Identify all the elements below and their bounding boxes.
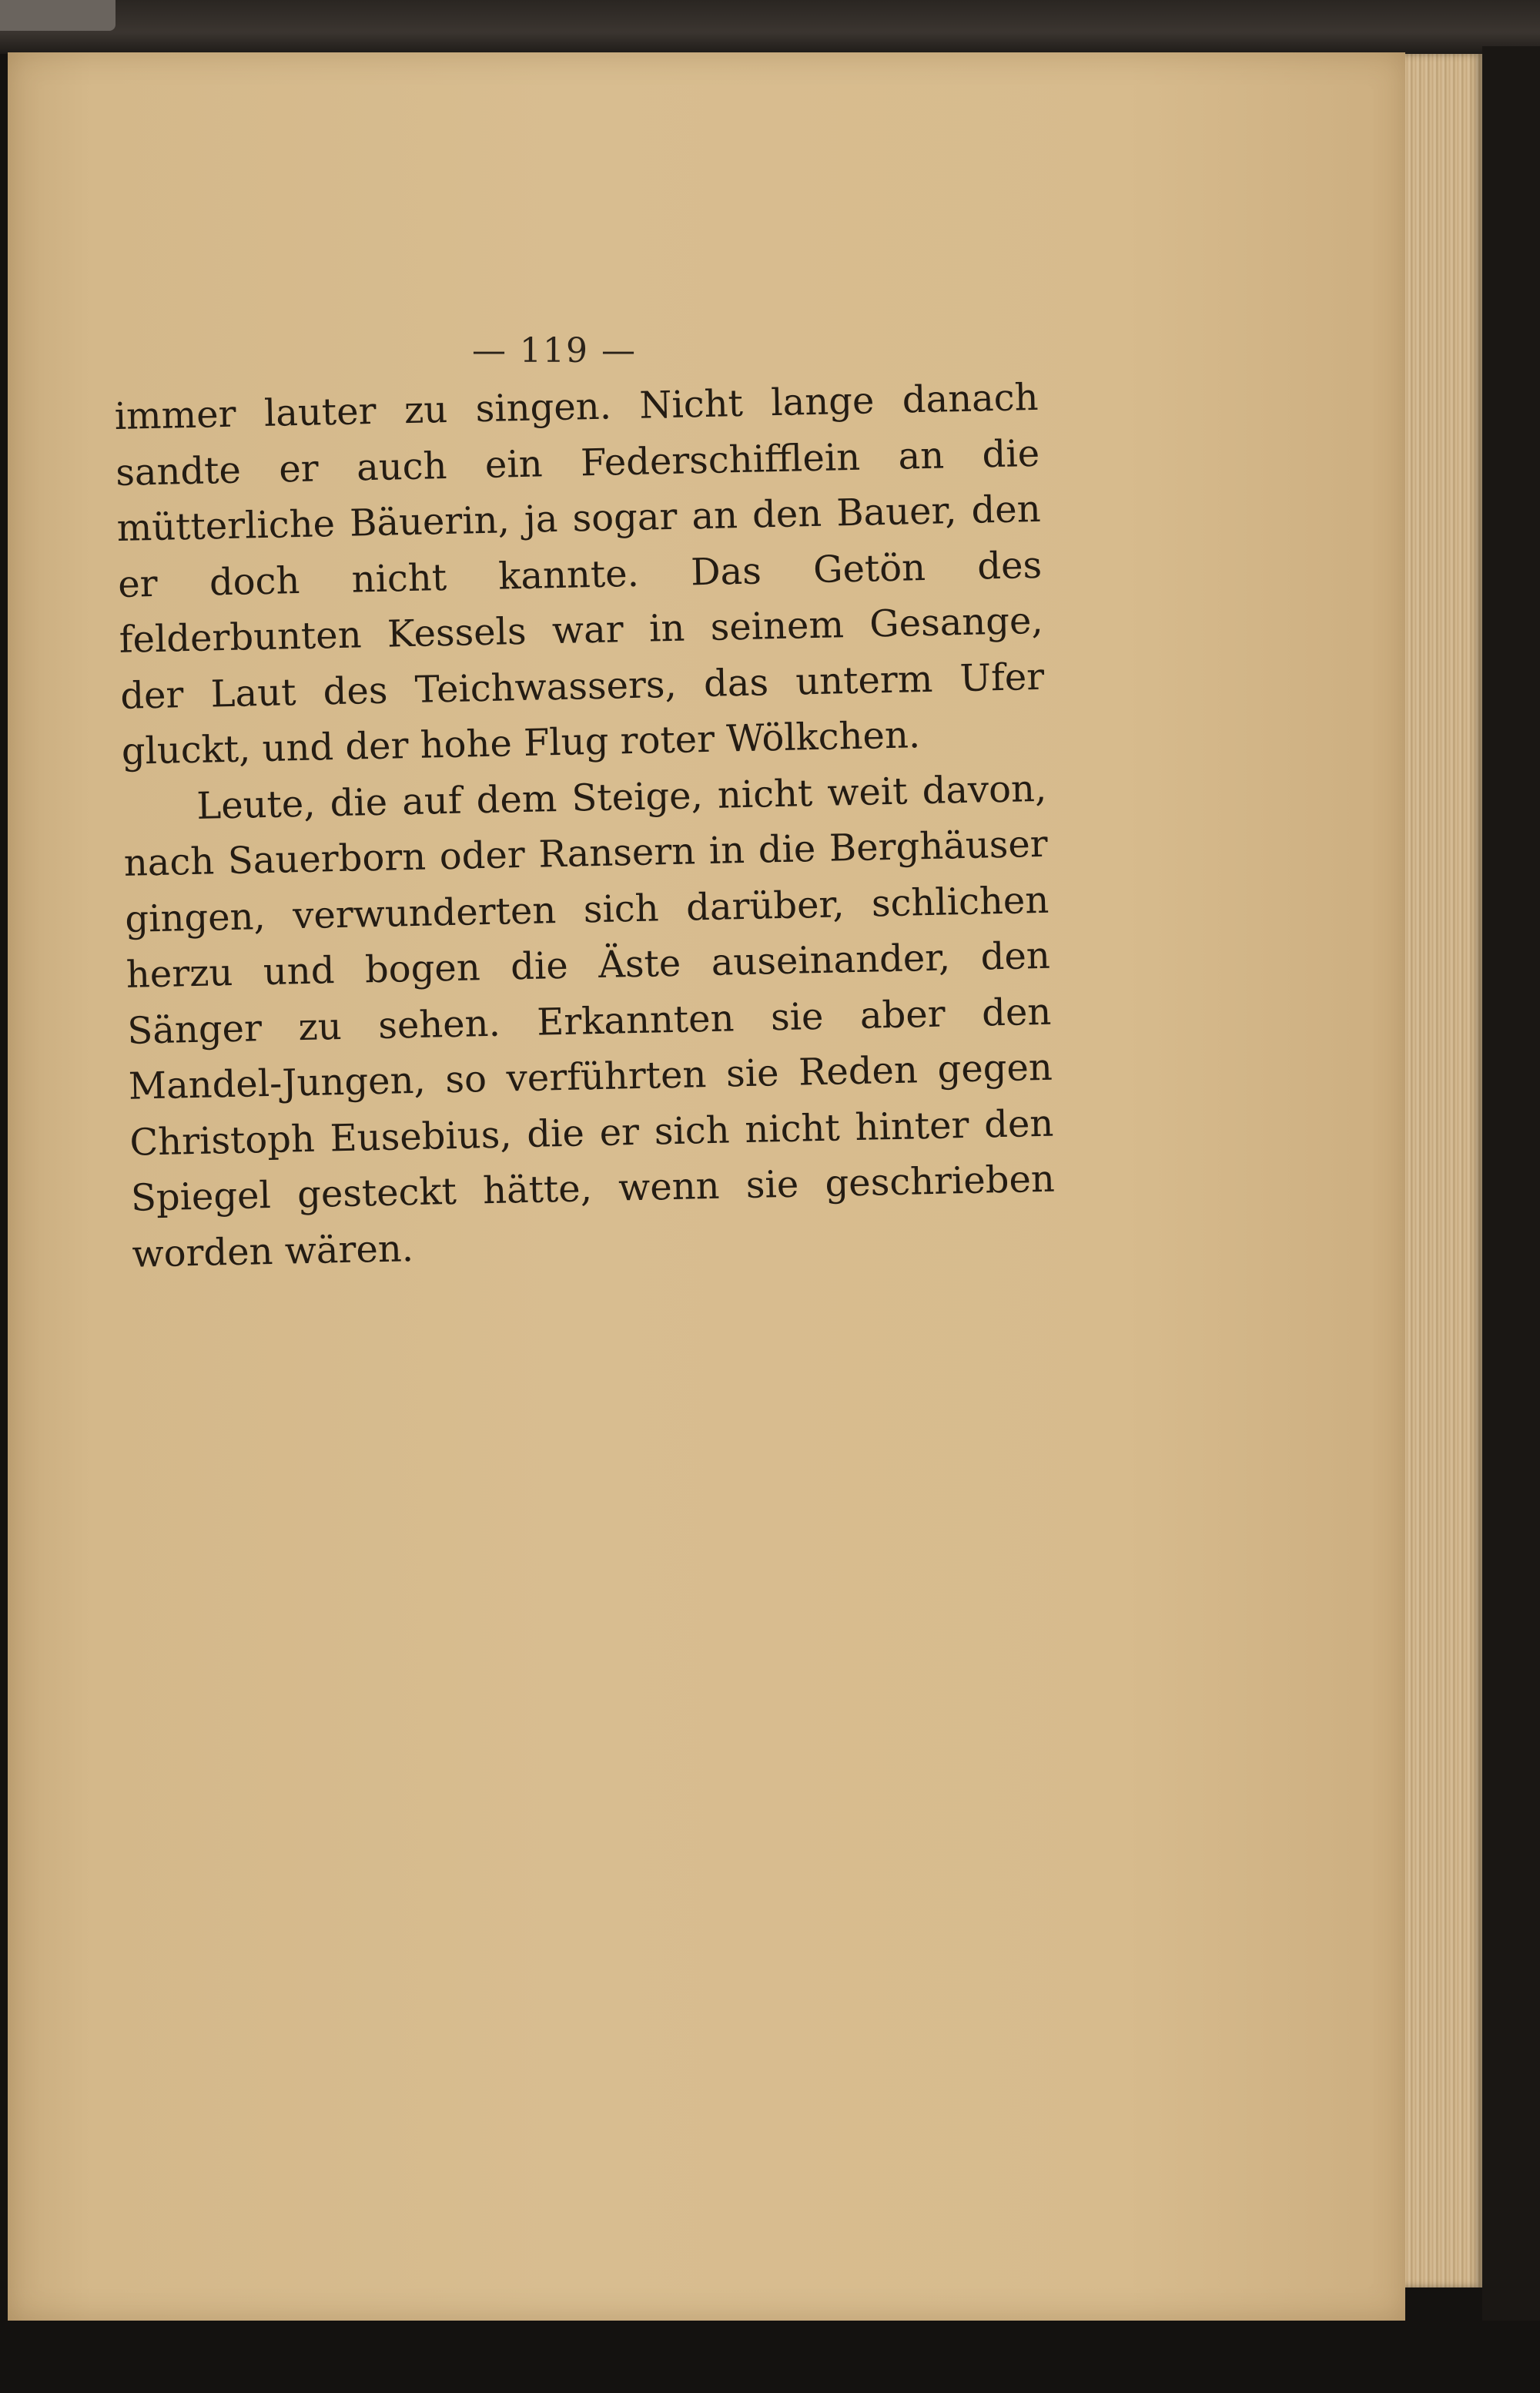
scanner-bottom-edge — [0, 2321, 1540, 2393]
paragraph-1: immer lauter zu singen. Nicht lange danach sandte er auch ein Federschifflein an die mütterliche Bäuerin, ja sogar an den Bauer, den er doch nicht kannte. Das Getön des felderbunten Kessels war in seinem Gesange, der Laut des Teichwassers, das unterm Ufer gluckt, und der hohe Flug roter Wölkchen. — [114, 375, 1045, 773]
scanner-top-edge — [0, 0, 1540, 54]
body-text — [114, 370, 1056, 1282]
book-spine-shadow — [1482, 46, 1540, 2393]
paragraph-2: Leute, die auf dem Steige, nicht weit davon, nach Sauerborn oder Ransern in die Berghäuser gingen, verwunderten sich darüber, schlichen herzu und bogen die Äste auseinander, den Sänger zu sehen. Erkannten sie aber den Mandel-Jungen, so verführten sie Reden gegen Christoph Eusebius, die er sich nicht hinter den Spiegel gesteckt hätte, wenn sie geschrieben worden wären. — [123, 766, 1056, 1276]
page-number: — 119 — — [472, 331, 637, 370]
book-cover-corner — [0, 0, 116, 31]
